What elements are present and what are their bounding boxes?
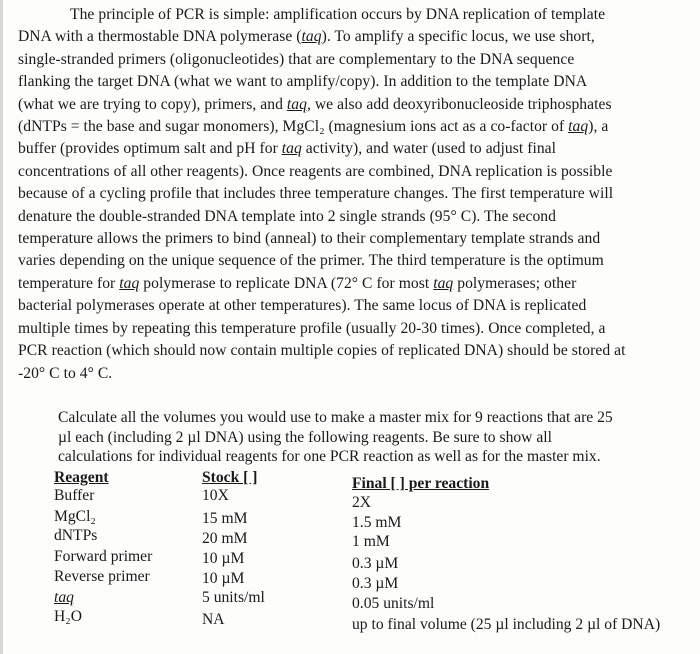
stock-conc: 5 units/ml <box>202 589 265 606</box>
stock-conc: 10 µM <box>202 570 245 587</box>
stock-conc: 15 mM <box>202 510 248 527</box>
intro-paragraph <box>18 4 688 385</box>
paragraph-line: buffer (provides optimum salt and pH for taq activity), and water (used to adjust final <box>18 140 557 158</box>
paragraph-line: (dNTPs = the base and sugar monomers), MgCl₂ (magnesium ions act as a co-factor of taq), a <box>18 118 609 136</box>
paragraph-line: flanking the target DNA (what we want to amplify/copy). In addition to the template DNA <box>18 73 588 91</box>
question-line: calculations for individual reagents for one PCR reaction as well as for the master mix. <box>58 448 601 465</box>
header-stock: Stock [ ] <box>202 469 258 486</box>
taq-term: taq <box>433 274 454 292</box>
question-line: Calculate all the volumes you would use to make a master mix for 9 reactions that are 25 <box>58 409 613 426</box>
paragraph-line: bacterial polymerases operate at other temperatures). The same locus of DNA is replicated <box>18 297 587 315</box>
stock-conc: 10 µM <box>202 550 245 567</box>
taq-term: taq <box>281 140 302 158</box>
paragraph-line: varies depending on the unique sequence of the primer. The third temperature is the optimum <box>18 252 604 270</box>
stock-conc: 10X <box>202 487 229 504</box>
taq-term: taq <box>301 28 322 46</box>
final-conc: 0.3 µM <box>352 575 399 592</box>
taq-term: taq <box>286 95 307 113</box>
paragraph-line: single-stranded primers (oligonucleotides) that are complementary to the DNA sequence <box>18 50 575 68</box>
paragraph-line: DNA with a thermostable DNA polymerase (taq). To amplify a specific locus, we use short, <box>18 28 595 46</box>
paragraph-line: concentrations of all other reagents). Once reagents are combined, DNA replication is possible <box>18 162 613 180</box>
paragraph-line: The principle of PCR is simple: amplification occurs by DNA replication of template <box>70 6 606 23</box>
paragraph-line: because of a cycling profile that includes three temperature changes. The first temperature will <box>18 185 614 203</box>
question-prompt <box>58 408 688 467</box>
paragraph-line: PCR reaction (which should now contain multiple copies of replicated DNA) should be stored at <box>18 342 626 360</box>
question-line: µl each (including 2 µl DNA) using the following reagents. Be sure to show all <box>58 428 552 446</box>
final-conc: 0.05 units/ml <box>352 595 435 612</box>
reagent-name: H₂O <box>54 608 82 625</box>
stock-conc: NA <box>202 611 225 628</box>
reagent-name: Reverse primer <box>54 568 150 585</box>
paragraph-line: (what we are trying to copy), primers, and taq, we also add deoxyribonucleoside triphosphates <box>18 95 612 113</box>
final-conc: 1.5 mM <box>352 514 402 531</box>
reagent-name: dNTPs <box>54 527 98 544</box>
reagent-name: MgCl₂ <box>54 508 96 525</box>
stock-conc: 20 mM <box>202 530 248 547</box>
taq-term: taq <box>568 118 589 136</box>
reagent-name: taq <box>54 589 74 606</box>
final-conc: 1 mM <box>352 533 390 550</box>
final-conc: 0.3 µM <box>352 555 399 572</box>
paragraph-line: -20° C to 4° C. <box>18 364 113 382</box>
final-conc: up to final volume (25 µl including 2 µl of DNA) <box>352 616 661 633</box>
paragraph-line: multiple times by repeating this temperature profile (usually 20-30 times). Once completed, a <box>18 319 606 337</box>
header-reagent: Reagent <box>54 469 109 486</box>
header-final: Final [ ] per reaction <box>352 475 490 492</box>
reagent-name: Buffer <box>54 487 95 504</box>
reagent-name: Forward primer <box>54 548 153 565</box>
taq-term: taq <box>119 274 140 292</box>
paragraph-line: temperature allows the primers to bind (anneal) to their complementary template strands and <box>18 230 601 248</box>
reagent-table <box>54 468 684 654</box>
page-edge-shadow <box>0 0 3 654</box>
paragraph-line: denature the double-stranded DNA template into 2 single strands (95° C). The second <box>18 207 556 225</box>
paragraph-line: temperature for taq polymerase to replicate DNA (72° C for most taq polymerases; other <box>18 274 577 292</box>
final-conc: 2X <box>352 494 372 511</box>
